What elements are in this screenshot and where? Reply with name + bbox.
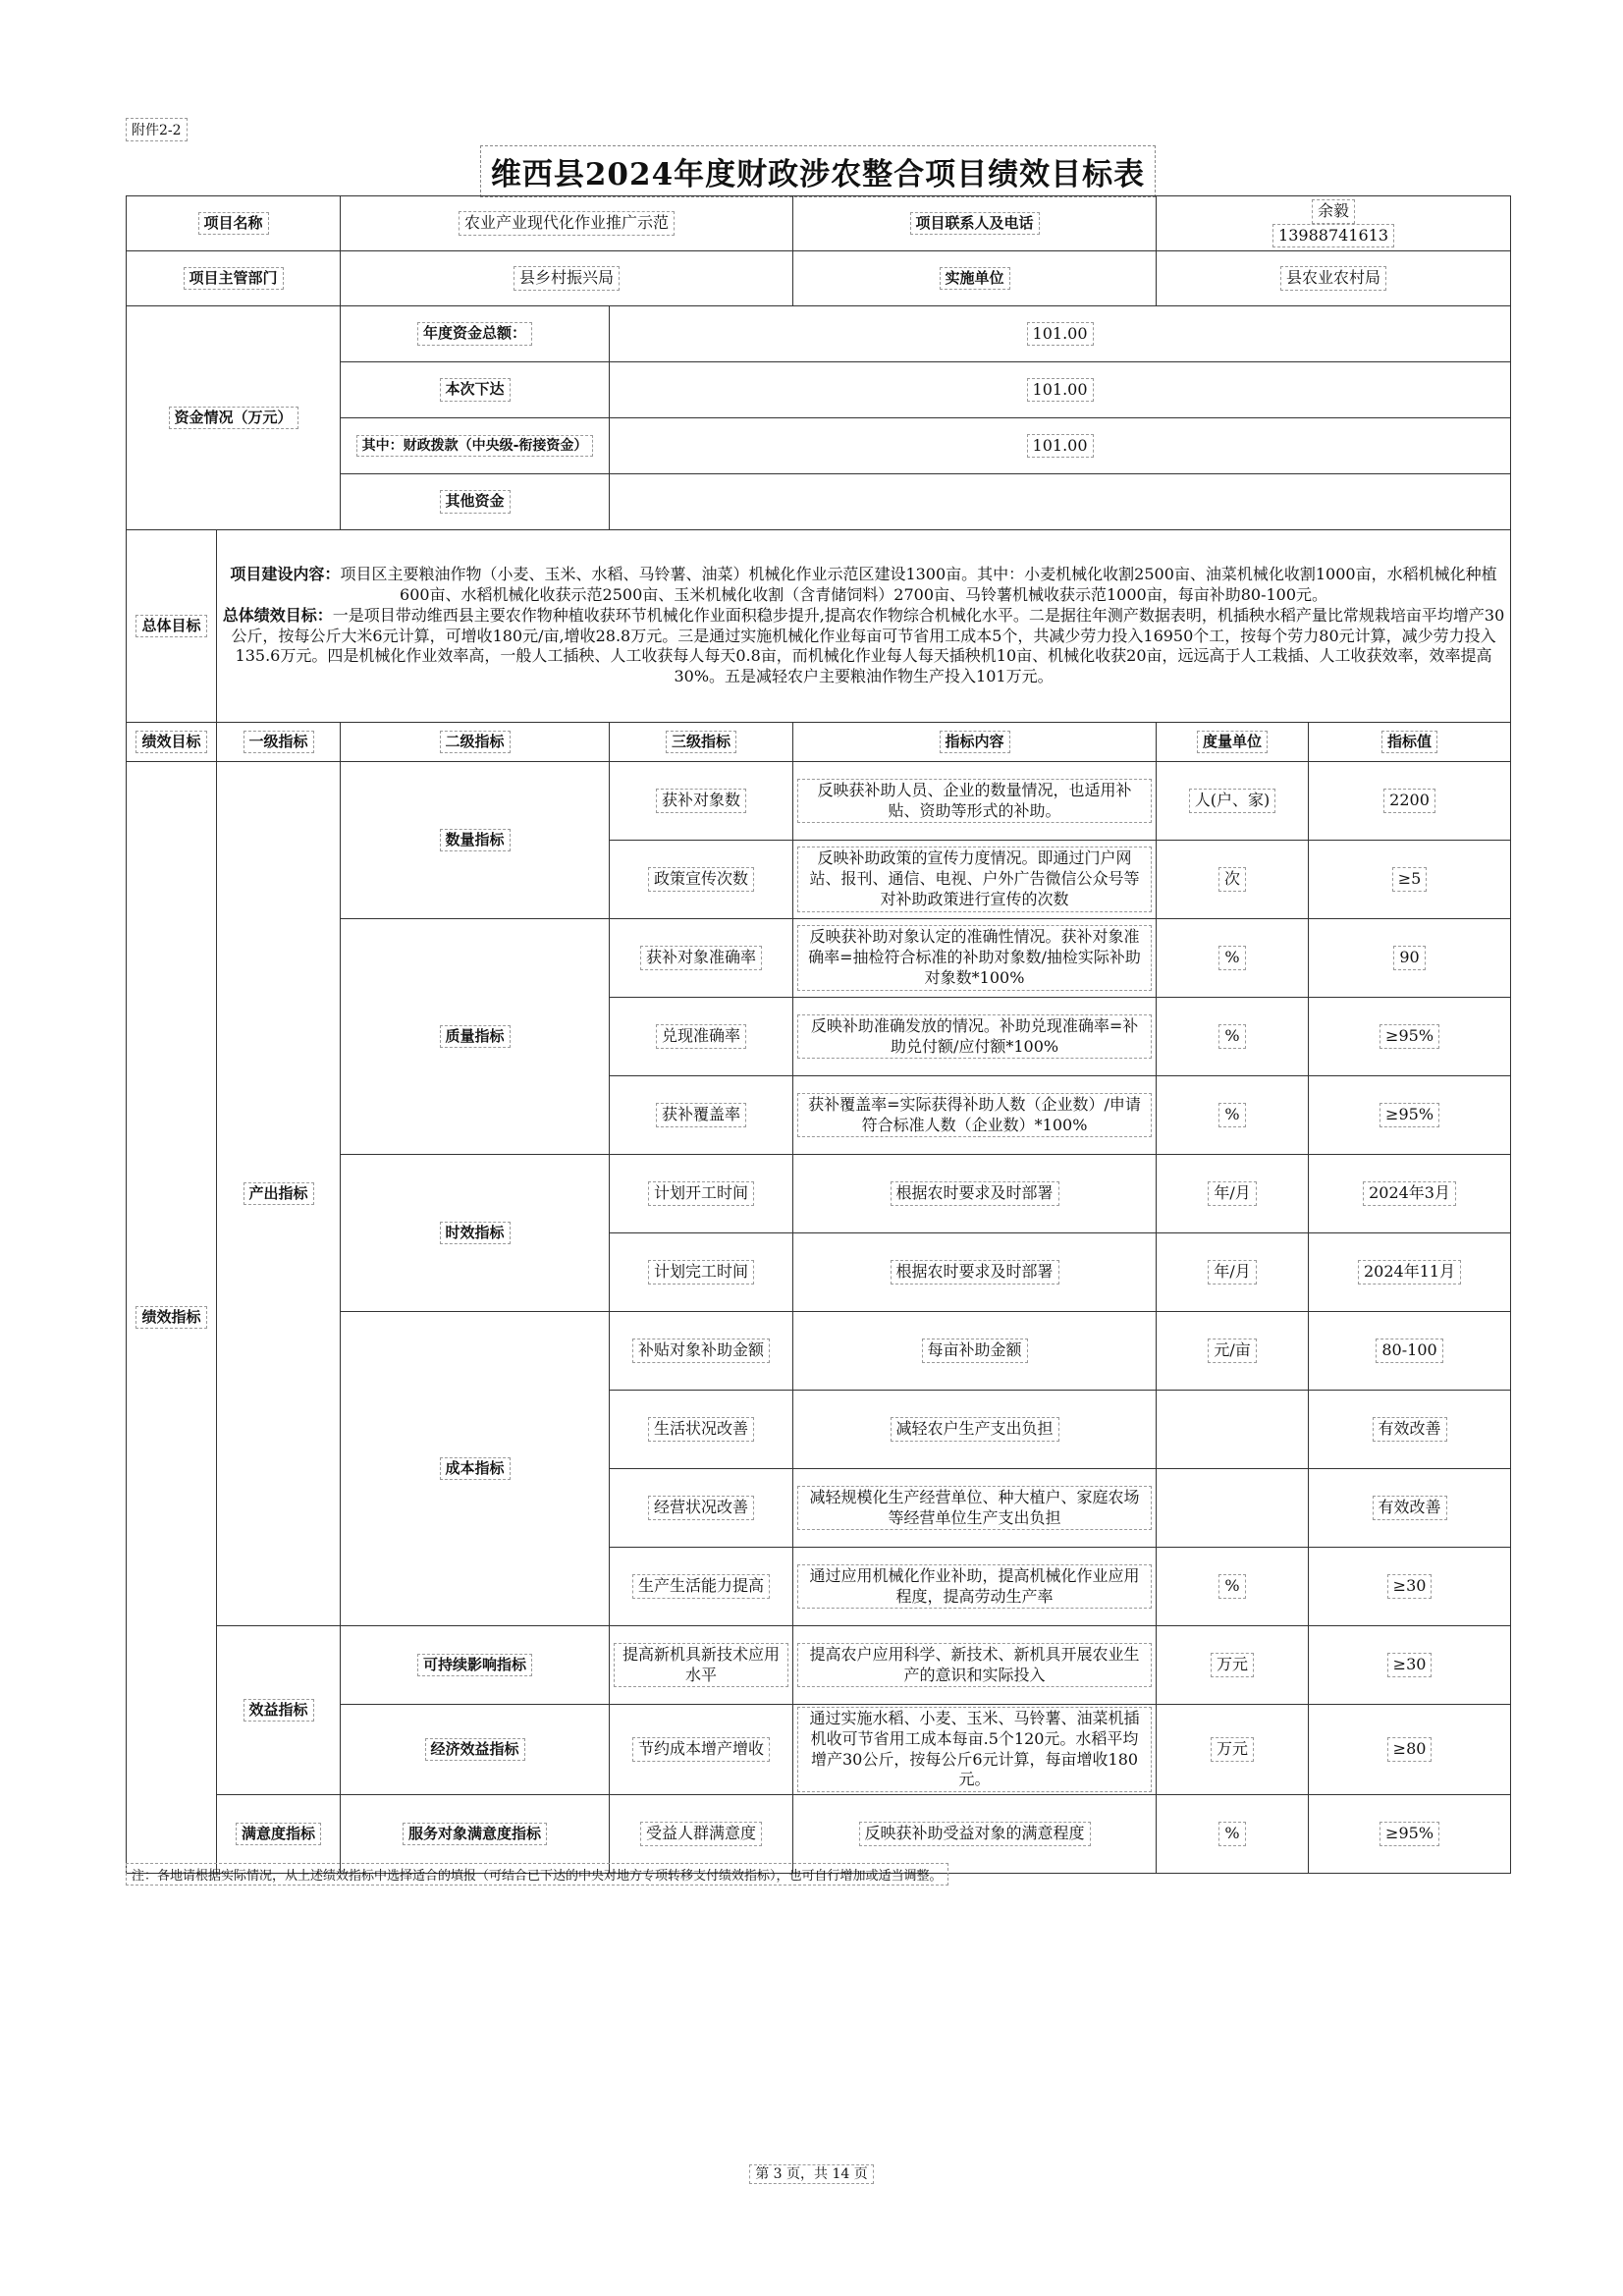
l3-cell: [610, 1795, 793, 1874]
header-unit: 度量单位: [1197, 731, 1268, 754]
l3-label: 节约成本增产增收: [632, 1737, 770, 1762]
value-text: ≥80: [1387, 1737, 1433, 1762]
value-text: 80-100: [1376, 1339, 1442, 1363]
project-name-cell: [341, 196, 793, 251]
content-cell: [793, 1469, 1157, 1548]
l3-cell: [610, 841, 793, 919]
indicator-row: [127, 1626, 1511, 1705]
overall-label: 总体目标: [135, 615, 206, 638]
header-cell: [610, 723, 793, 762]
value-text: 有效改善: [1373, 1496, 1447, 1520]
footnote: 注：各地请根据实际情况，从上述绩效指标中选择适合的填报（可结合已下达的中央对地方专项转移支付绩效指标），也可自行增加或适当调整。: [126, 1863, 948, 1886]
fund-value-cell: [610, 474, 1511, 530]
quality-cell: [341, 919, 610, 1155]
dept-row: [127, 251, 1511, 306]
dept-label: 项目主管部门: [184, 267, 284, 291]
overall-label-cell: [127, 530, 217, 723]
header-perf: 绩效目标: [135, 731, 206, 754]
fund-value-cell: [610, 362, 1511, 418]
header-l1: 一级指标: [243, 731, 314, 754]
header-cell: [1309, 723, 1511, 762]
content-text: 根据农时要求及时部署: [891, 1260, 1059, 1285]
unit-cell: [1157, 1548, 1309, 1626]
dept-cell: [341, 251, 793, 306]
unit-cell: [1157, 1469, 1309, 1548]
value-cell: [1309, 1705, 1511, 1795]
sustain-cell: [341, 1626, 610, 1705]
value-cell: [1309, 1312, 1511, 1391]
l3-cell: [610, 1469, 793, 1548]
fund-row: [127, 306, 1511, 362]
header-cell: [217, 723, 341, 762]
contact-name: 余毅: [1312, 199, 1355, 224]
l3-cell: [610, 1155, 793, 1233]
goal-title: 总体绩效目标：: [222, 605, 333, 625]
content-text: 提高农户应用科学、新技术、新机具开展农业生产的意识和实际投入: [797, 1643, 1152, 1688]
unit-cell: [1157, 1705, 1309, 1795]
l3-cell: [610, 1312, 793, 1391]
project-name-value: 农业产业现代化作业推广示范: [459, 211, 675, 236]
benefit-label: 效益指标: [243, 1699, 314, 1722]
page-number-wrap: [0, 2163, 1623, 2183]
contact-phone: 13988741613: [1272, 224, 1394, 248]
page-title: 维西县2024年度财政涉农整合项目绩效目标表: [480, 145, 1156, 197]
unit-text: 元/亩: [1208, 1339, 1256, 1363]
quality-label: 质量指标: [440, 1025, 511, 1049]
l3-cell: [610, 1548, 793, 1626]
page-title-wrap: [126, 145, 1510, 197]
l3-label: 获补覆盖率: [656, 1103, 746, 1127]
quantity-cell: [341, 762, 610, 919]
project-row: [127, 196, 1511, 251]
l3-label: 生产生活能力提高: [632, 1574, 770, 1599]
economic-cell: [341, 1705, 610, 1795]
sustain-label: 可持续影响指标: [417, 1654, 532, 1677]
unit-text: 万元: [1211, 1653, 1254, 1677]
timeliness-cell: [341, 1155, 610, 1312]
l3-cell: [610, 1626, 793, 1705]
value-text: ≥95%: [1380, 1103, 1439, 1127]
content-cell: [793, 1795, 1157, 1874]
header-l3: 三级指标: [666, 731, 736, 754]
goal-text: 一是项目带动维西县主要农作物种植收获环节机械化作业面积稳步提升,提高农作物综合机械化水平。二是据往年测产数据表明，机插秧水稻产量比常规栽培亩平均增产30公斤，按每公斤大米6元计算，可增收180元/亩,增收28.8万元。三是通过实施机械化作业每亩可节省用工成本5个，共减少劳力投入16950个工，按每个劳力80元计算，减少劳力投入135.6万元。四是机械化作业效率高，一般人工插秧、人工收获每人每天0.8亩，而机械化作业每人每天插秧机10亩、机械化收获20亩，远远高于人工栽插、人工收获效率，效率提高30%。五是减轻农户主要粮油作物生产投入101万元。: [231, 605, 1505, 686]
l3-label: 计划开工时间: [648, 1181, 754, 1206]
timeliness-label: 时效指标: [440, 1222, 511, 1245]
value-text: ≥30: [1387, 1653, 1433, 1677]
service-cell: [341, 1795, 610, 1874]
header-cell: [341, 723, 610, 762]
fund-label-cell: [341, 474, 610, 530]
unit-cell: [1157, 1233, 1309, 1312]
content-cell: [793, 1391, 1157, 1469]
fund-label-cell: [341, 306, 610, 362]
overall-content: [221, 565, 1506, 606]
content-text: 根据农时要求及时部署: [891, 1181, 1059, 1206]
content-text: 反映获补助对象认定的准确性情况。获补对象准确率=抽检符合标准的补助对象数/抽检实际补助对象数*100%: [797, 925, 1152, 990]
unit-cell: [1157, 1076, 1309, 1155]
unit-cell: [1157, 1626, 1309, 1705]
value-cell: [1309, 998, 1511, 1076]
impl-label: 实施单位: [940, 267, 1010, 291]
content-cell: [793, 1155, 1157, 1233]
impl-value: 县农业农村局: [1280, 266, 1386, 291]
header-value: 指标值: [1381, 731, 1437, 754]
value-text: 2024年3月: [1363, 1181, 1456, 1206]
fund-label: 其中：财政拨款（中央级-衔接资金）: [356, 435, 594, 457]
overall-goal: [221, 606, 1506, 687]
satisfaction-label: 满意度指标: [236, 1823, 321, 1846]
header-row: [127, 723, 1511, 762]
impl-label-cell: [793, 251, 1157, 306]
content-cell: [793, 1705, 1157, 1795]
unit-cell: [1157, 1155, 1309, 1233]
unit-text: %: [1218, 946, 1245, 970]
cost-label: 成本指标: [440, 1457, 511, 1481]
performance-table: [126, 195, 1511, 1874]
l3-label: 受益人群满意度: [640, 1822, 762, 1846]
content-cell: [793, 1233, 1157, 1312]
impl-cell: [1157, 251, 1511, 306]
content-cell: [793, 841, 1157, 919]
content-text: 获补覆盖率=实际获得补助人数（企业数）/申请符合标准人数（企业数）*100%: [797, 1093, 1152, 1138]
fund-value: 101.00: [1027, 434, 1094, 459]
fund-label-cell: [341, 418, 610, 474]
value-cell: [1309, 841, 1511, 919]
unit-text: %: [1218, 1024, 1245, 1049]
overall-row: [127, 530, 1511, 723]
value-text: ≥95%: [1380, 1024, 1439, 1049]
output-cell: [217, 762, 341, 1626]
value-cell: [1309, 1469, 1511, 1548]
content-text: 项目区主要粮油作物（小麦、玉米、水稻、马铃薯、油菜）机械化作业示范区建设1300亩。其中：小麦机械化收割2500亩、油菜机械化收割1000亩，水稻机械化种植600亩、水稻机械化收获示范2500亩、玉米机械化收割（含青储饲料）2700亩、马铃薯机械收获示范1000亩，每亩补助80-100元。: [340, 565, 1497, 604]
unit-cell: [1157, 919, 1309, 998]
unit-cell: [1157, 762, 1309, 841]
perf-label: 绩效指标: [135, 1306, 206, 1330]
l3-label: 补贴对象补助金额: [632, 1339, 770, 1363]
unit-cell: [1157, 1795, 1309, 1874]
content-cell: [793, 1626, 1157, 1705]
output-label: 产出指标: [243, 1182, 314, 1206]
content-cell: [793, 1548, 1157, 1626]
contact-label-cell: [793, 196, 1157, 251]
value-text: ≥30: [1387, 1574, 1433, 1599]
l3-label: 经营状况改善: [648, 1496, 754, 1520]
value-cell: [1309, 1076, 1511, 1155]
funds-section-cell: [127, 306, 341, 530]
value-text: ≥95%: [1380, 1822, 1439, 1846]
fund-value-cell: [610, 418, 1511, 474]
contact-cell: [1157, 196, 1511, 251]
value-cell: [1309, 1233, 1511, 1312]
unit-cell: [1157, 998, 1309, 1076]
unit-text: 万元: [1211, 1737, 1254, 1762]
l3-label: 政策宣传次数: [648, 867, 754, 892]
value-text: 2024年11月: [1358, 1260, 1461, 1285]
content-cell: [793, 998, 1157, 1076]
value-cell: [1309, 1155, 1511, 1233]
unit-text: %: [1218, 1822, 1245, 1846]
l3-cell: [610, 762, 793, 841]
value-text: 90: [1393, 946, 1425, 970]
content-text: 减轻规模化生产经营单位、种大植户、家庭农场等经营单位生产支出负担: [797, 1486, 1152, 1531]
value-cell: [1309, 762, 1511, 841]
value-text: ≥5: [1392, 867, 1428, 892]
l3-cell: [610, 1076, 793, 1155]
value-cell: [1309, 919, 1511, 998]
unit-text: %: [1218, 1574, 1245, 1599]
l3-cell: [610, 1705, 793, 1795]
l3-label: 兑现准确率: [656, 1024, 746, 1049]
unit-cell: [1157, 841, 1309, 919]
header-content: 指标内容: [940, 731, 1010, 754]
fund-value: 101.00: [1027, 322, 1094, 347]
content-cell: [793, 762, 1157, 841]
l3-label: 获补对象准确率: [640, 946, 762, 970]
service-label: 服务对象满意度指标: [403, 1823, 547, 1846]
content-text: 每亩补助金额: [922, 1339, 1028, 1363]
fund-label: 本次下达: [440, 378, 511, 402]
satisfaction-cell: [217, 1795, 341, 1874]
unit-text: 次: [1218, 867, 1246, 892]
content-title: 项目建设内容：: [230, 565, 341, 584]
economic-label: 经济效益指标: [425, 1738, 525, 1762]
content-text: 反映补助准确发放的情况。补助兑现准确率=补助兑付额/应付额*100%: [797, 1014, 1152, 1060]
header-cell: [1157, 723, 1309, 762]
fund-label: 年度资金总额：: [417, 322, 532, 346]
l3-cell: [610, 1391, 793, 1469]
l3-label: 提高新机具新技术应用水平: [614, 1643, 788, 1688]
indicator-row: [127, 1795, 1511, 1874]
l3-cell: [610, 919, 793, 998]
funds-section-label: 资金情况（万元）: [169, 407, 298, 430]
l3-label: 获补对象数: [656, 789, 746, 813]
fund-label: 其他资金: [440, 490, 511, 514]
content-text: 反映补助政策的宣传力度情况。即通过门户网站、报刊、通信、电视、户外广告微信公众号等对补助政策进行宣传的次数: [797, 847, 1152, 911]
fund-label-cell: [341, 362, 610, 418]
content-text: 反映获补助受益对象的满意程度: [859, 1822, 1091, 1846]
header-l2: 二级指标: [440, 731, 511, 754]
perf-label-cell: [127, 762, 217, 1874]
content-text: 减轻农户生产支出负担: [891, 1417, 1059, 1442]
fund-value-cell: [610, 306, 1511, 362]
content-text: 反映获补助人员、企业的数量情况，也适用补贴、资助等形式的补助。: [797, 779, 1152, 824]
overall-cell: [217, 530, 1511, 723]
l3-label: 计划完工时间: [648, 1260, 754, 1285]
contact-label: 项目联系人及电话: [910, 212, 1040, 236]
content-cell: [793, 919, 1157, 998]
content-text: 通过实施水稻、小麦、玉米、马铃薯、油菜机插机收可节省用工成本每亩.5个120元。水稻平均增产30公斤，按每公斤6元计算，每亩增收180元。: [797, 1707, 1152, 1792]
header-cell: [793, 723, 1157, 762]
page-number: 第 3 页，共 14 页: [749, 2164, 874, 2184]
dept-label-cell: [127, 251, 341, 306]
value-cell: [1309, 1626, 1511, 1705]
value-text: 有效改善: [1373, 1417, 1447, 1442]
indicator-row: [127, 762, 1511, 841]
l3-cell: [610, 998, 793, 1076]
dept-value: 县乡村振兴局: [514, 266, 620, 291]
header-cell: [127, 723, 217, 762]
fund-value: 101.00: [1027, 378, 1094, 403]
value-cell: [1309, 1391, 1511, 1469]
unit-text: 年/月: [1208, 1260, 1256, 1285]
l3-cell: [610, 1233, 793, 1312]
quantity-label: 数量指标: [440, 829, 511, 852]
project-name-label: 项目名称: [198, 212, 269, 236]
project-name-label-cell: [127, 196, 341, 251]
l3-label: 生活状况改善: [648, 1417, 754, 1442]
value-cell: [1309, 1548, 1511, 1626]
content-cell: [793, 1076, 1157, 1155]
content-cell: [793, 1312, 1157, 1391]
value-text: 2200: [1383, 789, 1435, 813]
attachment-tag: 附件2-2: [126, 118, 188, 141]
unit-text: %: [1218, 1103, 1245, 1127]
value-cell: [1309, 1795, 1511, 1874]
unit-cell: [1157, 1391, 1309, 1469]
unit-cell: [1157, 1312, 1309, 1391]
benefit-cell: [217, 1626, 341, 1795]
content-text: 通过应用机械化作业补助，提高机械化作业应用程度，提高劳动生产率: [797, 1564, 1152, 1610]
unit-text: 人(户、家): [1189, 789, 1276, 813]
cost-cell: [341, 1312, 610, 1626]
unit-text: 年/月: [1208, 1181, 1256, 1206]
